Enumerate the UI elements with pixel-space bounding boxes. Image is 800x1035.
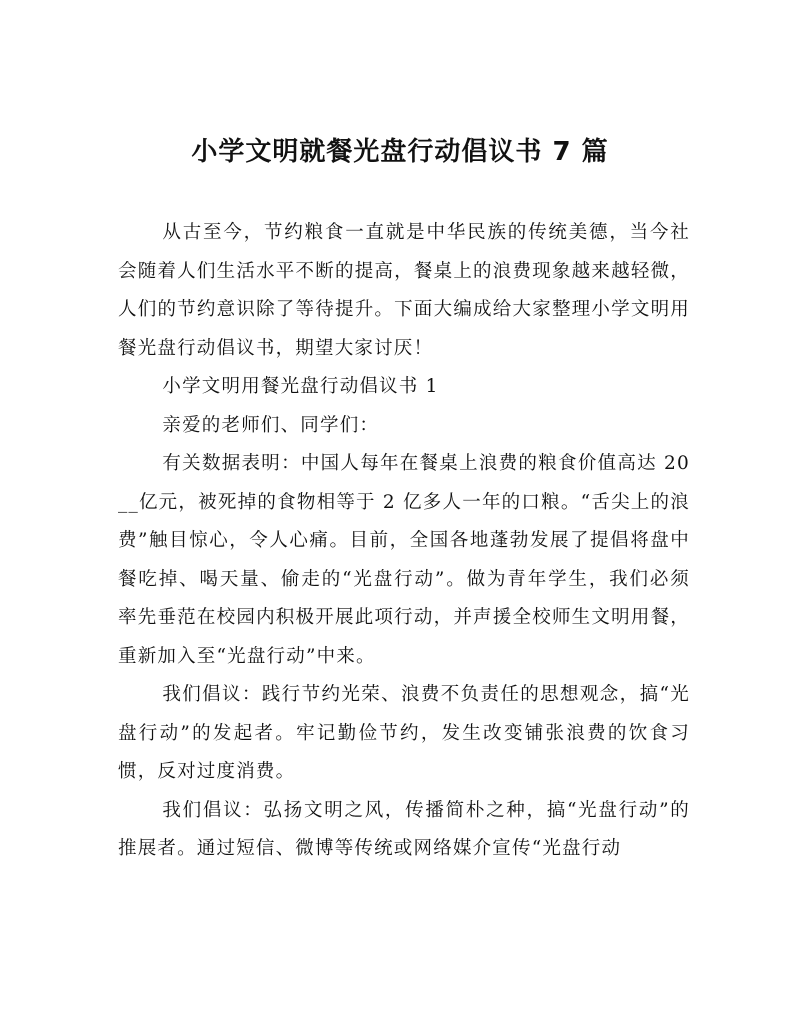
proposal-paragraph-1: 我们倡议：践行节约光荣、浪费不负责任的思想观念，搞“光盘行动”的发起者。牢记勤俭节约，发生改变铺张浪费的饮食习惯，反对过度消费。: [118, 684, 690, 782]
salutation: 亲爱的老师们、同学们：: [162, 414, 380, 436]
data-paragraph: 有关数据表明：中国人每年在餐桌上浪费的粮食价值高达 20__亿元，被死掉的食物相等于 2 亿多人一年的口粮。“舌尖上的浪费”触目惊心，令人心痛。目前，全国各地蓬勃发展了提倡将盘中餐吃掉、喝天量、偷走的“光盘行动”。做为青年学生，我们必须率先垂范在校园内积极开展此项行动，并声援全校师生文明用餐，重新加入至“光盘行动”中来。: [118, 453, 690, 667]
document-body: [118, 214, 690, 869]
section-heading: 小学文明用餐光盘行动倡议书 1: [162, 376, 439, 397]
document-title: 小学文明就餐光盘行动倡议书 7 篇: [191, 137, 609, 167]
intro-paragraph: 从古至今，节约粮食一直就是中华民族的传统美德，当今社会随着人们生活水平不断的提高，餐桌上的浪费现象越来越轻微，人们的节约意识除了等待提升。下面大编成给大家整理小学文明用餐光盘行动倡议书，期望大家讨厌！: [118, 222, 690, 359]
proposal-paragraph-2: 我们倡议：弘扬文明之风，传播简朴之种，搞“光盘行动”的推展者。通过短信、微博等传统或网络媒介宣传“光盘行动: [118, 799, 690, 859]
